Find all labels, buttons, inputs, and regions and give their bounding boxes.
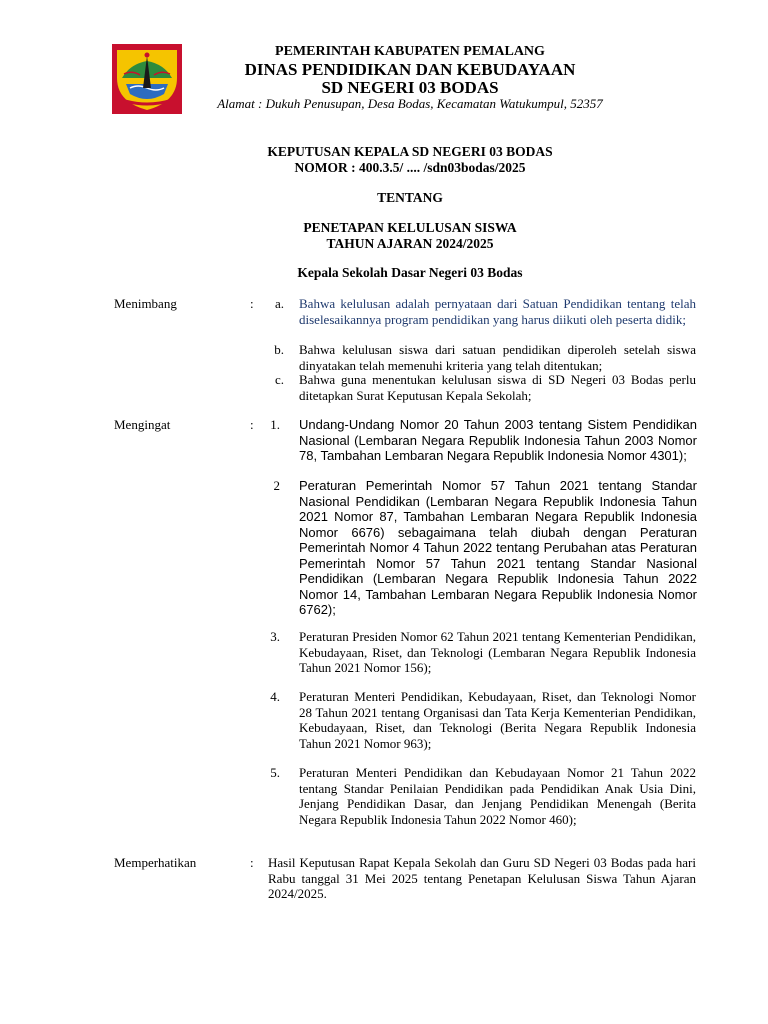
mengingat-item-4: Peraturan Menteri Pendidikan, Kebudayaan, Riset, dan Teknologi Nomor 28 Tahun 2021 tentang Organisasi dan Tata Kerja Kementerian Pendidikan, Kebudayaan, Riset, dan Teknologi (Berita Negara Republik Indonesia Tahun 2021 Nomor 963);	[299, 689, 696, 751]
memperhatikan-text: Hasil Keputusan Rapat Kepala Sekolah dan Guru SD Negeri 03 Bodas pada hari Rabu tanggal 31 Mei 2025 tentang Penetapan Kelulusan Siswa Tahun Ajaran 2024/2025.	[268, 855, 696, 901]
menimbang-marker-c: c.	[274, 372, 284, 387]
decree-issuer: Kepala Sekolah Dasar Negeri 03 Bodas	[297, 265, 523, 280]
menimbang-item-b: Bahwa kelulusan siswa dari satuan pendidikan diperoleh setelah siswa dinyatakan telah memenuhi kriteria yang telah ditentukan;	[299, 342, 696, 373]
menimbang-colon: :	[250, 296, 254, 311]
menimbang-label: Menimbang	[114, 296, 177, 311]
government-name: PEMERINTAH KABUPATEN PEMALANG	[275, 44, 545, 59]
mengingat-marker-2: 2	[273, 478, 280, 493]
pemalang-regency-emblem	[112, 44, 182, 114]
mengingat-marker-5: 5.	[270, 765, 280, 780]
decree-about: TENTANG	[377, 190, 443, 205]
mengingat-colon: :	[250, 417, 254, 432]
mengingat-item-1: Undang-Undang Nomor 20 Tahun 2003 tentang Sistem Pendidikan Nasional (Lembaran Negara Republik Indonesia Tahun 2003 Nomor 78, Tambahan Lembaran Negara Republik Indonesia Nomor 4301);	[299, 417, 697, 463]
memperhatikan-label: Memperhatikan	[114, 855, 197, 870]
mengingat-marker-4: 4.	[270, 689, 280, 704]
decree-title: KEPUTUSAN KEPALA SD NEGERI 03 BODAS	[267, 144, 553, 159]
mengingat-item-2: Peraturan Pemerintah Nomor 57 Tahun 2021 tentang Standar Nasional Pendidikan (Lembaran Negara Republik Indonesia Tahun 2021 Nomor 87, Tambahan Lembaran Negara Republik Indonesia Nomor 6676) sebagaimana telah diubah dengan Peraturan Pemerintah Nomor 4 Tahun 2022 tentang Perubahan atas Peraturan Pemerintah Nomor 57 Tahun 2021 tentang Standar Nasional Pendidikan (Lembaran Negara Republik Indonesia Tahun 2022 Nomor 14, Tambahan Lembaran Negara Republik Indonesia Nomor 6762);	[299, 478, 697, 617]
decree-subject-line-1: PENETAPAN KELULUSAN SISWA	[303, 220, 517, 235]
school-address: Alamat : Dukuh Penusupan, Desa Bodas, Kecamatan Watukumpul, 52357	[217, 96, 603, 111]
menimbang-item-c: Bahwa guna menentukan kelulusan siswa di SD Negeri 03 Bodas perlu ditetapkan Surat Keputusan Kepala Sekolah;	[299, 372, 696, 403]
mengingat-marker-3: 3.	[270, 629, 280, 644]
menimbang-marker-a: a.	[274, 296, 284, 311]
menimbang-item-a: Bahwa kelulusan adalah pernyataan dari Satuan Pendidikan tentang telah diselesaikannya program pendidikan yang harus diikuti oleh peserta didik;	[299, 296, 696, 327]
decree-subject-line-2: TAHUN AJARAN 2024/2025	[326, 236, 494, 251]
department-name: DINAS PENDIDIKAN DAN KEBUDAYAAN	[244, 60, 576, 79]
school-name: SD NEGERI 03 BODAS	[321, 78, 499, 97]
mengingat-marker-1: 1.	[270, 417, 280, 432]
menimbang-marker-b: b.	[274, 342, 284, 357]
mengingat-item-5: Peraturan Menteri Pendidikan dan Kebudayaan Nomor 21 Tahun 2022 tentang Standar Penilaian Pendidikan pada Pendidikan Anak Usia Dini, Jenjang Pendidikan Dasar, dan Jenjang Pendidikan Menengah (Berita Negara Republik Indonesia Tahun 2022 Nomor 460);	[299, 765, 696, 827]
memperhatikan-colon: :	[250, 855, 254, 870]
decree-number: NOMOR : 400.3.5/ .... /sdn03bodas/2025	[294, 160, 526, 175]
mengingat-item-3: Peraturan Presiden Nomor 62 Tahun 2021 tentang Kementerian Pendidikan, Kebudayaan, Riset, dan Teknologi (Lembaran Negara Republik Indonesia Tahun 2021 Nomor 156);	[299, 629, 696, 675]
mengingat-label: Mengingat	[114, 417, 171, 432]
